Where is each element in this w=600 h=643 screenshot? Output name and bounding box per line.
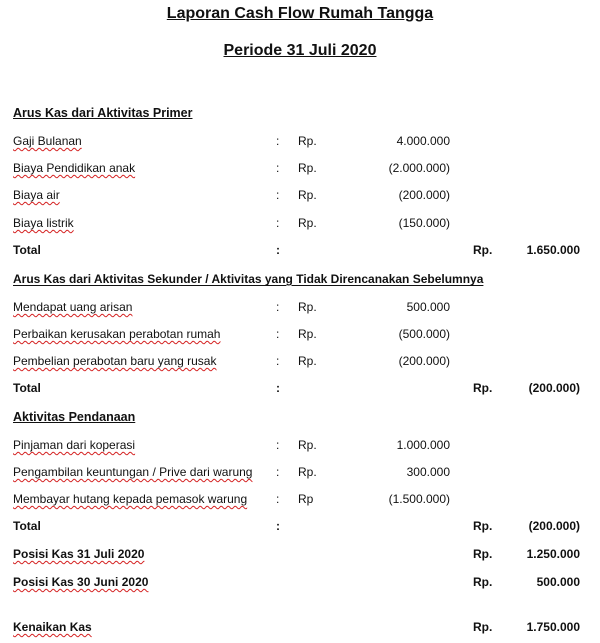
total-colon: : xyxy=(276,381,280,395)
item-amount: 500.000 xyxy=(406,300,450,314)
list-item xyxy=(0,188,600,204)
item-currency: Rp. xyxy=(298,354,317,368)
item-label: Membayar hutang kepada pemasok warung xyxy=(13,492,248,506)
item-amount: 300.000 xyxy=(406,465,450,479)
summary-amount: 1.250.000 xyxy=(526,547,580,561)
report-title: Laporan Cash Flow Rumah Tangga xyxy=(166,5,434,22)
item-label: Perbaikan kerusakan perabotan rumah xyxy=(13,327,221,341)
summary-label: Kenaikan Kas xyxy=(13,620,92,634)
item-currency: Rp. xyxy=(298,438,317,452)
list-item xyxy=(0,300,600,316)
list-item xyxy=(0,327,600,343)
item-currency: Rp. xyxy=(298,161,317,175)
section-heading-financing: Aktivitas Pendanaan xyxy=(13,410,136,424)
item-amount: 4.000.000 xyxy=(396,134,450,148)
list-item xyxy=(0,354,600,370)
list-item xyxy=(0,492,600,508)
item-currency: Rp. xyxy=(298,216,317,230)
item-currency: Rp. xyxy=(298,465,317,479)
total-colon: : xyxy=(276,243,280,257)
item-amount: (2.000.000) xyxy=(388,161,450,175)
item-amount: (200.000) xyxy=(398,188,450,202)
report-period: Periode 31 Juli 2020 xyxy=(223,42,377,59)
list-item xyxy=(0,161,600,177)
item-amount: (200.000) xyxy=(398,354,450,368)
item-amount: (1.500.000) xyxy=(388,492,450,506)
total-currency: Rp. xyxy=(473,243,493,257)
summary-currency: Rp. xyxy=(473,575,493,589)
summary-label: Posisi Kas 31 Juli 2020 xyxy=(13,547,145,561)
total-label: Total xyxy=(13,243,41,257)
item-currency: Rp. xyxy=(298,134,317,148)
total-row xyxy=(0,381,600,397)
item-currency: Rp xyxy=(298,492,314,506)
list-item xyxy=(0,438,600,454)
total-row xyxy=(0,243,600,259)
list-item xyxy=(0,465,600,481)
item-label: Mendapat uang arisan xyxy=(13,300,133,314)
item-colon: : xyxy=(276,300,280,314)
cash-increase-row xyxy=(0,620,600,636)
total-colon: : xyxy=(276,519,280,533)
item-label: Biaya Pendidikan anak xyxy=(13,161,136,175)
summary-currency: Rp. xyxy=(473,547,493,561)
item-colon: : xyxy=(276,465,280,479)
item-colon: : xyxy=(276,438,280,452)
item-currency: Rp. xyxy=(298,300,317,314)
item-label: Pengambilan keuntungan / Prive dari warung xyxy=(13,465,253,479)
summary-currency: Rp. xyxy=(473,620,493,634)
total-amount: (200.000) xyxy=(528,381,580,395)
item-colon: : xyxy=(276,188,280,202)
item-label: Gaji Bulanan xyxy=(13,134,82,148)
item-label: Pinjaman dari koperasi xyxy=(13,438,136,452)
item-label: Biaya air xyxy=(13,188,60,202)
item-colon: : xyxy=(276,327,280,341)
item-colon: : xyxy=(276,134,280,148)
cash-position-june-row xyxy=(0,575,600,591)
summary-amount: 500.000 xyxy=(536,575,580,589)
item-colon: : xyxy=(276,161,280,175)
total-currency: Rp. xyxy=(473,381,493,395)
list-item xyxy=(0,216,600,232)
total-label: Total xyxy=(13,519,41,533)
item-amount: (500.000) xyxy=(398,327,450,341)
total-currency: Rp. xyxy=(473,519,493,533)
total-amount: (200.000) xyxy=(528,519,580,533)
item-label: Biaya listrik xyxy=(13,216,74,230)
section-heading-secondary: Arus Kas dari Aktivitas Sekunder / Aktivitas yang Tidak Direncanakan Sebelumnya xyxy=(13,272,484,286)
item-currency: Rp. xyxy=(298,327,317,341)
summary-label: Posisi Kas 30 Juni 2020 xyxy=(13,575,149,589)
item-amount: 1.000.000 xyxy=(396,438,450,452)
item-amount: (150.000) xyxy=(398,216,450,230)
section-heading-primary: Arus Kas dari Aktivitas Primer xyxy=(13,106,193,120)
item-colon: : xyxy=(276,354,280,368)
cash-position-july-row xyxy=(0,547,600,563)
item-label: Pembelian perabotan baru yang rusak xyxy=(13,354,217,368)
total-label: Total xyxy=(13,381,41,395)
list-item xyxy=(0,134,600,150)
summary-amount: 1.750.000 xyxy=(526,620,580,634)
item-currency: Rp. xyxy=(298,188,317,202)
item-colon: : xyxy=(276,216,280,230)
item-colon: : xyxy=(276,492,280,506)
total-row xyxy=(0,519,600,535)
total-amount: 1.650.000 xyxy=(526,243,580,257)
